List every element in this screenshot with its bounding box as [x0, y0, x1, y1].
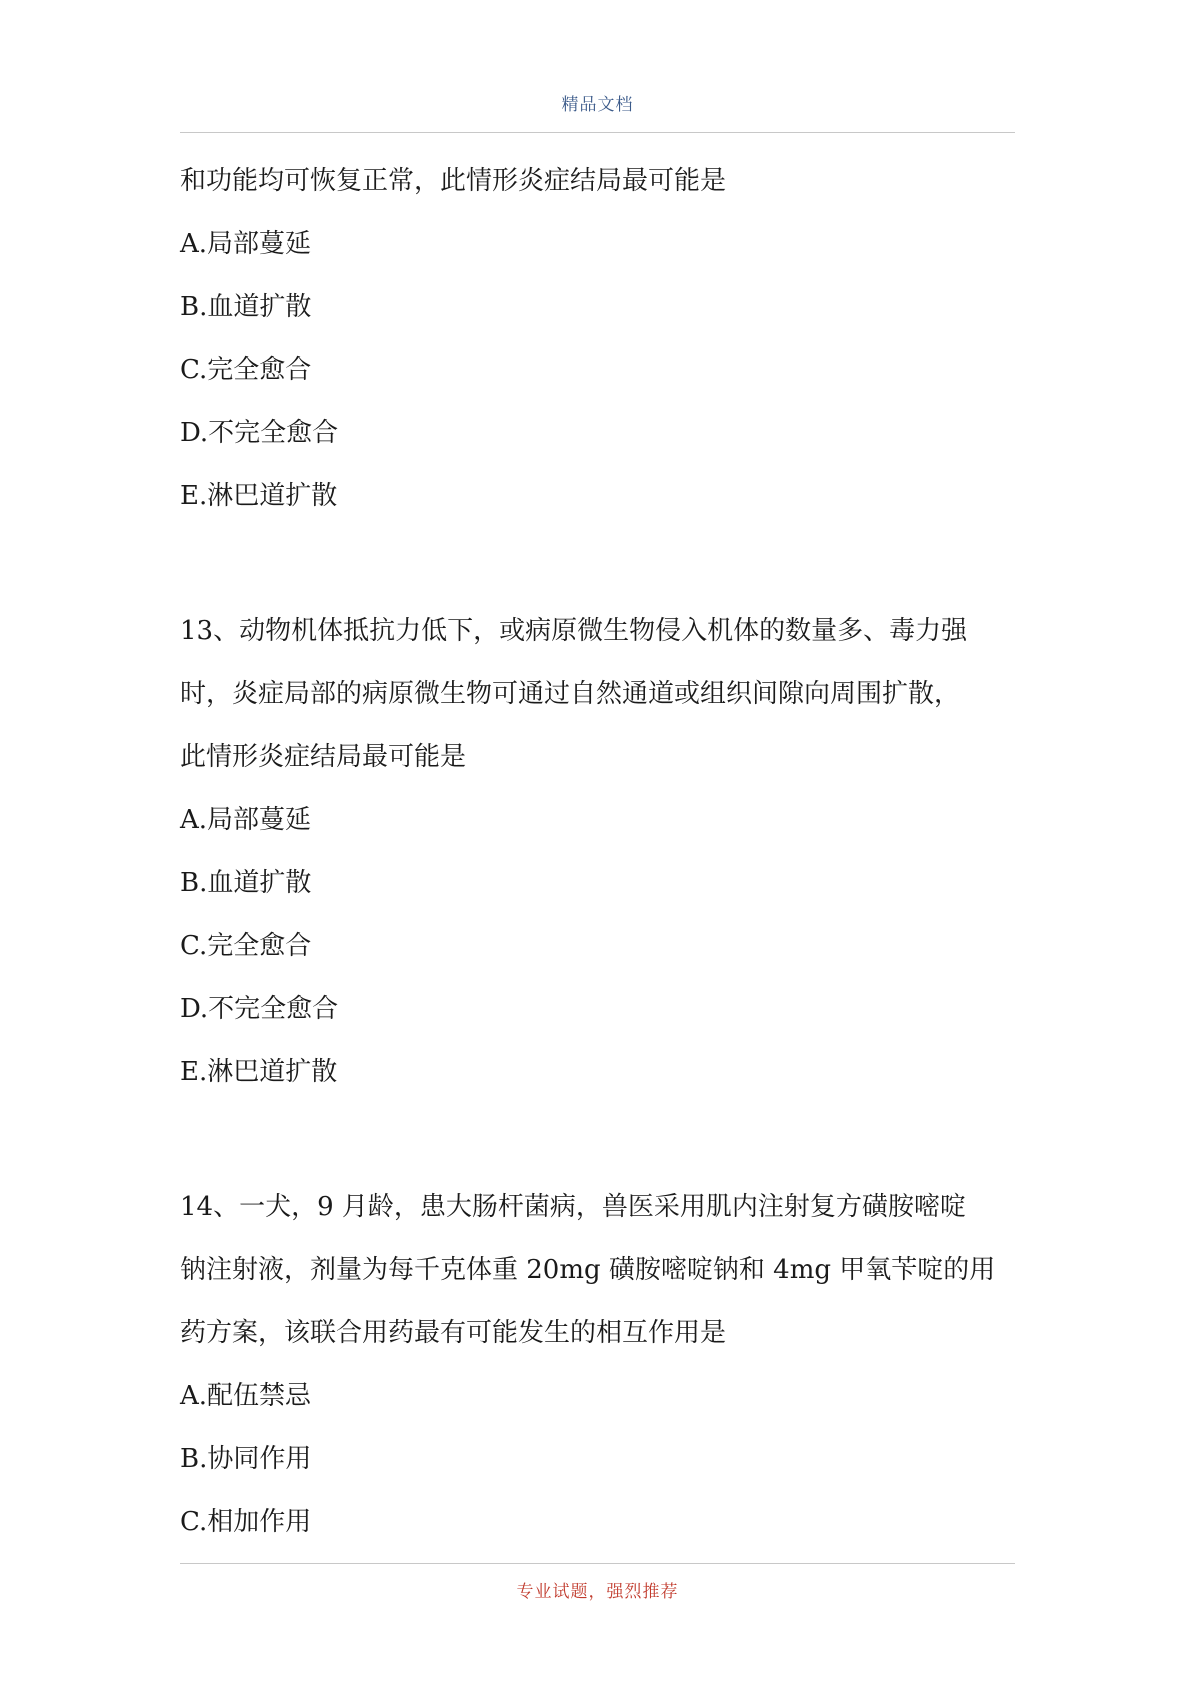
question-gap	[180, 1104, 1020, 1176]
document-body	[180, 150, 1020, 1554]
q14-text-line-1: 14、一犬，9 月龄，患大肠杆菌病，兽医采用肌内注射复方磺胺嘧啶	[180, 1192, 966, 1222]
q13-option-a: A.局部蔓延	[180, 805, 312, 835]
page-footer	[180, 1563, 1015, 1602]
q13-text-line-2: 时，炎症局部的病原微生物可通过自然通道或组织间隙向周围扩散，	[180, 679, 961, 709]
continuation-option-b: B.血道扩散	[180, 292, 312, 322]
q13-text-line-3: 此情形炎症结局最可能是	[180, 742, 467, 772]
continuation-text: 和功能均可恢复正常，此情形炎症结局最可能是	[180, 166, 727, 196]
continuation-option-d: D.不完全愈合	[180, 418, 339, 448]
continuation-option-e: E.淋巴道扩散	[180, 481, 338, 511]
header-title: 精品文档	[561, 95, 634, 115]
continuation-option-a: A.局部蔓延	[180, 229, 312, 259]
q13-option-b: B.血道扩散	[180, 868, 312, 898]
question-gap	[180, 528, 1020, 600]
q13-option-e: E.淋巴道扩散	[180, 1057, 338, 1087]
q13-text-line-1: 13、动物机体抵抗力低下，或病原微生物侵入机体的数量多、毒力强	[180, 616, 968, 646]
q13-option-d: D.不完全愈合	[180, 994, 339, 1024]
page-header	[180, 0, 1015, 133]
q14-option-b: B.协同作用	[180, 1444, 312, 1474]
q14-text-line-3: 药方案，该联合用药最有可能发生的相互作用是	[180, 1318, 727, 1348]
q13-option-c: C.完全愈合	[180, 931, 312, 961]
continuation-option-c: C.完全愈合	[180, 355, 312, 385]
q14-text-line-2: 钠注射液，剂量为每千克体重 20mg 磺胺嘧啶钠和 4mg 甲氧苄啶的用	[180, 1255, 996, 1285]
footer-slogan: 专业试题，强烈推荐	[516, 1582, 679, 1602]
q14-option-c: C.相加作用	[180, 1507, 312, 1537]
q14-option-a: A.配伍禁忌	[180, 1381, 312, 1411]
